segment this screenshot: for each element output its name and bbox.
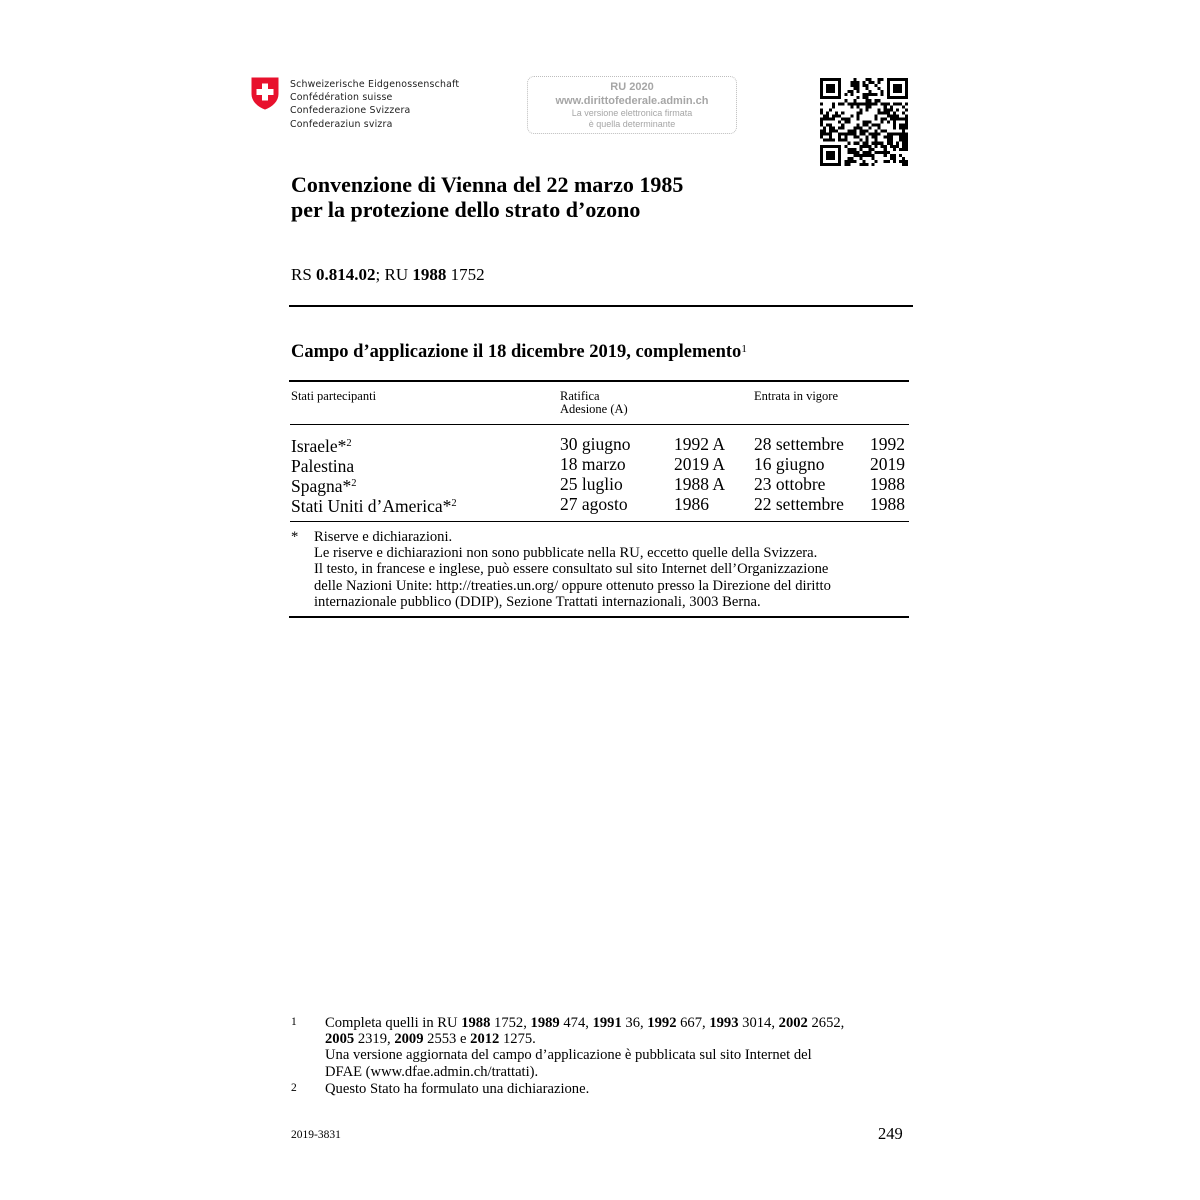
- ref-rs-number: 0.814.02: [316, 265, 376, 284]
- stamp-note-2: è quella determinante: [588, 119, 676, 129]
- cell-ratification-year: 2019 A: [674, 454, 726, 474]
- document-id: 2019-3831: [291, 1129, 341, 1141]
- header-ratification: [560, 390, 628, 416]
- table-note-text: [314, 529, 831, 610]
- cell-ratification-date: 25 luglio: [560, 474, 623, 494]
- stamp-website[interactable]: www.dirittofederale.admin.ch: [555, 95, 709, 107]
- cell-footnote-ref[interactable]: 2: [451, 498, 457, 509]
- cell-footnote-ref[interactable]: 2: [346, 438, 352, 449]
- ref-rs-label: RS: [291, 265, 317, 284]
- table-body-rule: [290, 521, 909, 522]
- cell-ratification-date: 27 agosto: [560, 494, 628, 514]
- cell-ratification-date: 18 marzo: [560, 454, 626, 474]
- header-ratification-line-2: Adesione (A): [560, 402, 628, 416]
- confederation-names: [290, 78, 459, 131]
- confederation-name-it: Confederazione Svizzera: [290, 105, 411, 117]
- cell-ratification-date: 30 giugno: [560, 434, 631, 454]
- cell-entry-date: 28 settembre: [754, 434, 844, 454]
- footnote-1-line-1: Completa quelli in RU 1988 1752, 1989 474, 1991 36, 1992 667, 1993 3014, 2002 2652,: [325, 1015, 845, 1031]
- table-top-rule: [289, 380, 909, 382]
- table-note-line: Le riserve e dichiarazioni non sono pubblicate nella RU, eccetto quelle della Svizzera.: [314, 545, 818, 562]
- cell-state: Stati Uniti d’America*$^2$: [291, 496, 457, 516]
- footnote-1-text: [325, 1015, 844, 1080]
- document-reference: [291, 265, 485, 285]
- table-note-line: Il testo, in francese e inglese, può essere consultato sul sito Internet dell’Organizzazione: [314, 561, 829, 578]
- ref-separator: ; RU: [375, 265, 413, 284]
- cell-entry-year: 1992: [870, 434, 905, 454]
- stamp-note-1: La versione elettronica firmata: [571, 108, 693, 118]
- header-ratification-line-1: Ratifica: [560, 389, 600, 403]
- section-heading-footnote-ref[interactable]: 1: [741, 343, 747, 355]
- stamp-edition: RU 2020: [610, 81, 654, 93]
- title-divider: [289, 305, 913, 307]
- ref-ru-page: 1752: [446, 265, 485, 284]
- header-entry-into-force: Entrata in vigore: [754, 389, 838, 403]
- cell-state: Spagna*$^2$: [291, 476, 357, 496]
- table-note-line: internazionale pubblico (DDIP), Sezione Trattati internazionali, 3003 Berna.: [314, 593, 761, 610]
- header-states: Stati partecipanti: [291, 389, 377, 403]
- cell-ratification-year: 1986: [674, 494, 709, 514]
- confederation-name-rm: Confederaziun svizra: [290, 118, 393, 130]
- official-version-stamp: [527, 76, 737, 134]
- qr-code-icon: [820, 78, 908, 166]
- table-header-rule: [290, 424, 909, 425]
- ref-ru-year: 1988: [412, 265, 447, 284]
- cell-entry-year: 2019: [870, 454, 905, 474]
- table-note-marker: *: [291, 529, 299, 545]
- cell-ratification-year: 1992 A: [674, 434, 726, 454]
- cell-footnote-ref[interactable]: 2: [351, 478, 357, 489]
- table-note-line[interactable]: delle Nazioni Unite: http://treaties.un.org/ oppure ottenuto presso la Direzione del diritto: [314, 577, 831, 594]
- page-number: 249: [878, 1124, 903, 1143]
- footnote-1-number: 1: [291, 1016, 297, 1028]
- title-line-1: Convenzione di Vienna del 22 marzo 1985: [291, 172, 684, 197]
- footnote-2-number: 2: [291, 1082, 297, 1094]
- confederation-name-de: Schweizerische Eidgenossenschaft: [290, 79, 460, 90]
- document-title: [291, 172, 683, 222]
- confederation-name-fr: Confédération suisse: [290, 92, 393, 104]
- swiss-cross-icon: [251, 77, 279, 115]
- cell-state: Palestina: [291, 456, 355, 476]
- cell-entry-date: 22 settembre: [754, 494, 844, 514]
- footnote-2-text: Questo Stato ha formulato una dichiarazione.: [325, 1081, 590, 1097]
- table-bottom-rule: [289, 616, 909, 618]
- cell-entry-year: 1988: [870, 494, 905, 514]
- footnote-1-line-3: Una versione aggiornata del campo d’applicazione è pubblicata sul sito Internet del: [325, 1047, 812, 1064]
- cell-entry-date: 23 ottobre: [754, 474, 826, 494]
- section-heading: [291, 342, 747, 363]
- title-line-2: per la protezione dello strato d’ozono: [291, 197, 641, 222]
- cell-entry-year: 1988: [870, 474, 905, 494]
- table-note-line: Riserve e dichiarazioni.: [314, 529, 453, 545]
- cell-entry-date: 16 giugno: [754, 454, 825, 474]
- footnote-1-line-4[interactable]: DFAE (www.dfae.admin.ch/trattati).: [325, 1063, 539, 1080]
- footnote-1-line-2: 2005 2319, 2009 2553 e 2012 1275.: [325, 1031, 536, 1048]
- section-heading-text: Campo d’applicazione il 18 dicembre 2019, complemento: [291, 342, 742, 362]
- cell-ratification-year: 1988 A: [674, 474, 726, 494]
- cell-state: Israele*$^2$: [291, 436, 352, 456]
